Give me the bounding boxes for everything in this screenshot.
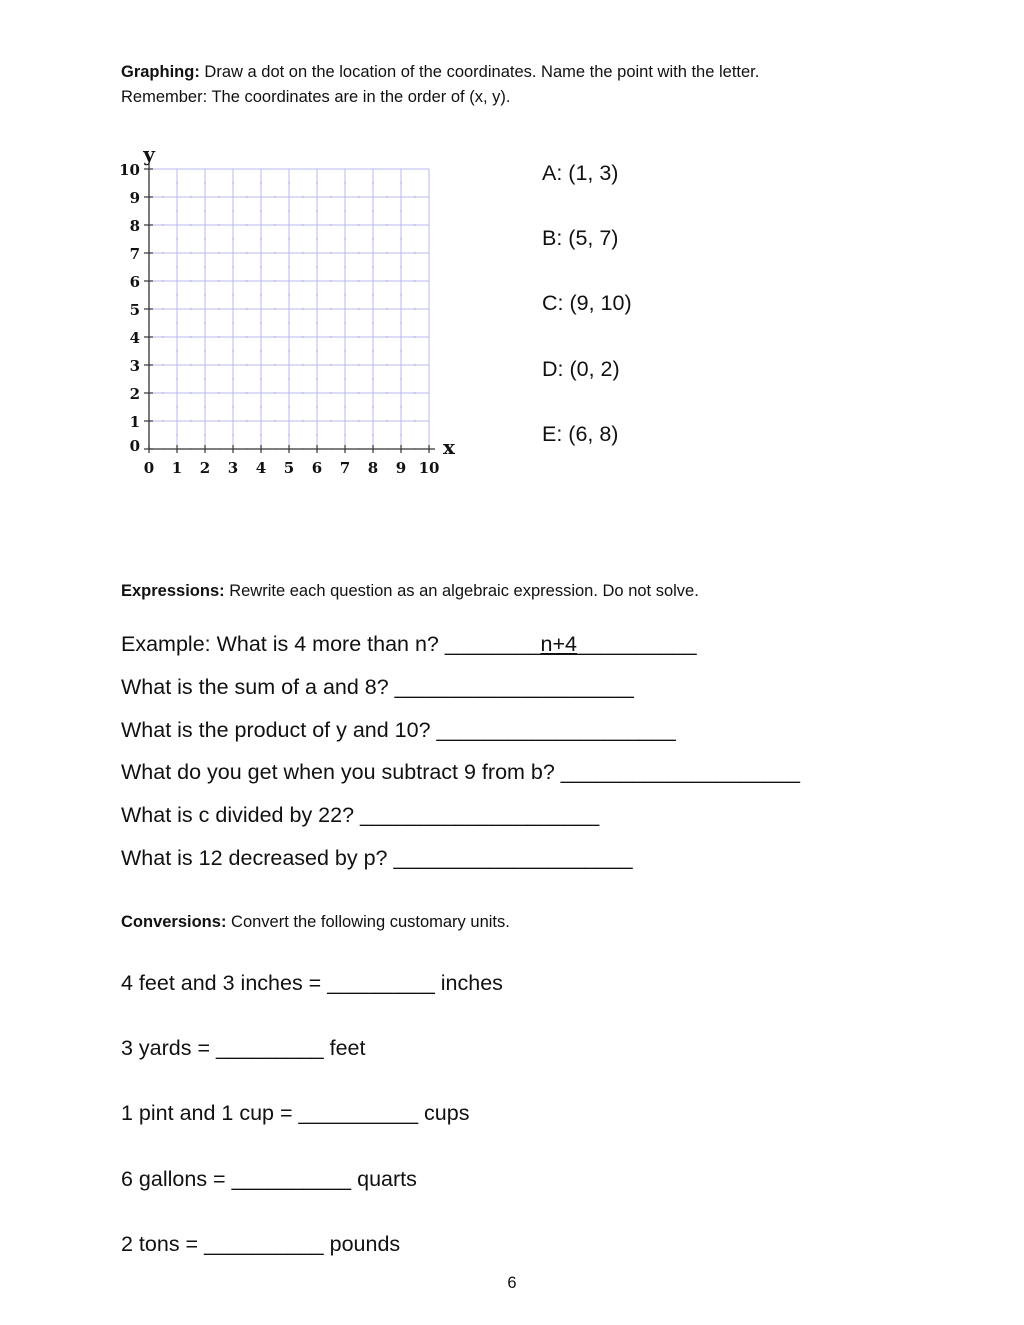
graphing-heading: Graphing: bbox=[121, 63, 200, 81]
grid-dot bbox=[218, 336, 219, 337]
grid-dot bbox=[260, 434, 261, 435]
grid-dot bbox=[414, 420, 415, 421]
grid-dot bbox=[330, 252, 331, 253]
grid-dot bbox=[414, 364, 415, 365]
grid-dot bbox=[274, 196, 275, 197]
grid-dot bbox=[176, 238, 177, 239]
y-tick-label: 7 bbox=[129, 245, 140, 263]
grid-dot bbox=[260, 210, 261, 211]
expressions-heading: Expressions: bbox=[121, 582, 225, 600]
grid-dot bbox=[414, 308, 415, 309]
grid-dot bbox=[190, 336, 191, 337]
grid-dot bbox=[414, 336, 415, 337]
grid-dot bbox=[344, 238, 345, 239]
y-tick-label: 3 bbox=[129, 357, 140, 375]
grid-dot bbox=[204, 350, 205, 351]
grid-dot bbox=[162, 280, 163, 281]
grid-dot bbox=[232, 406, 233, 407]
grid-dot bbox=[344, 266, 345, 267]
grid-dot bbox=[260, 294, 261, 295]
grid-dot bbox=[414, 392, 415, 393]
grid-dot bbox=[190, 224, 191, 225]
grid-dot bbox=[372, 294, 373, 295]
grid-dot bbox=[176, 266, 177, 267]
grid-dot bbox=[204, 322, 205, 323]
grid-dot bbox=[386, 420, 387, 421]
coordinate-e: E: (6, 8) bbox=[542, 422, 619, 446]
grid-dot bbox=[414, 252, 415, 253]
grid-dot bbox=[386, 280, 387, 281]
grid-dot bbox=[330, 336, 331, 337]
grid-dot bbox=[162, 224, 163, 225]
grid-dot bbox=[246, 308, 247, 309]
grid-dot bbox=[246, 392, 247, 393]
grid-dot bbox=[274, 364, 275, 365]
grid-dot bbox=[400, 322, 401, 323]
grid-dot bbox=[246, 336, 247, 337]
grid-dot bbox=[302, 308, 303, 309]
grid-dot bbox=[386, 224, 387, 225]
grid-dot bbox=[274, 280, 275, 281]
grid-dot bbox=[386, 308, 387, 309]
y-tick-label: 5 bbox=[129, 301, 140, 319]
conversion-item: 1 pint and 1 cup = __________ cups bbox=[121, 1101, 470, 1125]
expressions-instruction-text: Rewrite each question as an algebraic expression. Do not solve. bbox=[229, 582, 699, 600]
y-tick-label: 6 bbox=[129, 273, 140, 291]
x-tick-label: 3 bbox=[227, 459, 239, 477]
y-tick-label: 2 bbox=[129, 385, 140, 403]
grid-dot bbox=[288, 182, 289, 183]
grid-dot bbox=[162, 308, 163, 309]
grid-dot bbox=[274, 392, 275, 393]
grid-dot bbox=[190, 420, 191, 421]
grid-dot bbox=[372, 266, 373, 267]
grid-dot bbox=[274, 252, 275, 253]
grid-dot bbox=[344, 210, 345, 211]
grid-dot bbox=[288, 266, 289, 267]
grid-dot bbox=[162, 196, 163, 197]
grid-dot bbox=[330, 392, 331, 393]
expression-question: What is c divided by 22? ____________________ bbox=[121, 803, 600, 827]
grid-dot bbox=[358, 252, 359, 253]
grid-dot bbox=[316, 238, 317, 239]
grid-dot bbox=[232, 210, 233, 211]
grid-dot bbox=[330, 420, 331, 421]
grid-dot bbox=[176, 434, 177, 435]
grid-dot bbox=[400, 350, 401, 351]
graphing-instructions bbox=[121, 60, 759, 110]
conversion-item: 3 yards = _________ feet bbox=[121, 1036, 366, 1060]
grid-dot bbox=[372, 322, 373, 323]
grid-dot bbox=[330, 280, 331, 281]
grid-dot bbox=[372, 434, 373, 435]
grid-dot bbox=[176, 322, 177, 323]
grid-dot bbox=[260, 350, 261, 351]
grid-dot bbox=[176, 210, 177, 211]
grid-dot bbox=[358, 196, 359, 197]
grid-dot bbox=[400, 238, 401, 239]
grid-dot bbox=[372, 210, 373, 211]
grid-dot bbox=[288, 322, 289, 323]
grid-dot bbox=[232, 434, 233, 435]
expression-example bbox=[121, 631, 697, 657]
grid-dot bbox=[288, 210, 289, 211]
grid-dot bbox=[260, 182, 261, 183]
grid-dot bbox=[358, 364, 359, 365]
grid-dot bbox=[232, 378, 233, 379]
grid-dot bbox=[302, 280, 303, 281]
x-tick-label: 2 bbox=[199, 459, 211, 477]
expressions-instructions bbox=[121, 579, 699, 604]
grid-dot bbox=[288, 434, 289, 435]
x-axis-label: x bbox=[443, 435, 455, 459]
grid-dot bbox=[386, 252, 387, 253]
grid-dot bbox=[162, 392, 163, 393]
grid-dot bbox=[358, 224, 359, 225]
x-tick-label: 10 bbox=[418, 459, 440, 477]
grid-dot bbox=[386, 392, 387, 393]
grid-dot bbox=[218, 392, 219, 393]
grid-dot bbox=[246, 280, 247, 281]
grid-dot bbox=[316, 434, 317, 435]
coordinate-b: B: (5, 7) bbox=[542, 226, 619, 250]
grid-dot bbox=[316, 182, 317, 183]
grid-dot bbox=[288, 378, 289, 379]
grid-dot bbox=[386, 196, 387, 197]
example-blank: __________ bbox=[577, 632, 697, 656]
x-tick-label: 8 bbox=[367, 459, 379, 477]
conversions-heading: Conversions: bbox=[121, 913, 227, 931]
conversion-item: 2 tons = __________ pounds bbox=[121, 1232, 401, 1256]
conversion-item: 4 feet and 3 inches = _________ inches bbox=[121, 971, 503, 995]
grid-dot bbox=[274, 420, 275, 421]
grid-dot bbox=[316, 378, 317, 379]
y-tick-label: 4 bbox=[129, 329, 140, 347]
grid-dot bbox=[176, 406, 177, 407]
grid-dot bbox=[386, 336, 387, 337]
grid-dot bbox=[190, 392, 191, 393]
conversions-instructions bbox=[121, 910, 510, 935]
coordinate-d: D: (0, 2) bbox=[542, 357, 620, 381]
grid-dot bbox=[316, 406, 317, 407]
expression-question: What is the product of y and 10? ____________________ bbox=[121, 718, 676, 742]
grid-dot bbox=[190, 252, 191, 253]
x-tick-label: 7 bbox=[339, 459, 351, 477]
grid-dot bbox=[344, 350, 345, 351]
conversions-instruction-text: Convert the following customary units. bbox=[231, 913, 510, 931]
grid-dot bbox=[330, 196, 331, 197]
grid-dot bbox=[372, 238, 373, 239]
expression-question: What is 12 decreased by p? ____________________ bbox=[121, 846, 633, 870]
page-number: 6 bbox=[507, 1274, 517, 1292]
y-axis-label: y bbox=[143, 142, 155, 166]
grid-dot bbox=[176, 182, 177, 183]
x-tick-label: 0 bbox=[143, 459, 155, 477]
y-tick-label: 0 bbox=[129, 437, 140, 455]
x-tick-label: 6 bbox=[311, 459, 323, 477]
grid-dot bbox=[316, 294, 317, 295]
grid-dot bbox=[204, 182, 205, 183]
grid-dot bbox=[204, 406, 205, 407]
grid-dot bbox=[162, 252, 163, 253]
grid-dot bbox=[288, 238, 289, 239]
grid-dot bbox=[218, 420, 219, 421]
grid-dot bbox=[218, 280, 219, 281]
grid-dot bbox=[274, 308, 275, 309]
grid-dot bbox=[344, 406, 345, 407]
grid-dot bbox=[218, 308, 219, 309]
grid-dot bbox=[176, 294, 177, 295]
grid-dot bbox=[218, 364, 219, 365]
y-tick-label: 1 bbox=[129, 413, 140, 431]
grid-dot bbox=[232, 294, 233, 295]
grid-dot bbox=[218, 196, 219, 197]
grid-dot bbox=[344, 182, 345, 183]
grid-dot bbox=[372, 378, 373, 379]
coordinate-grid-svg bbox=[112, 138, 462, 483]
grid-dot bbox=[358, 420, 359, 421]
graphing-instruction-reminder: Remember: The coordinates are in the order of (x, y). bbox=[121, 88, 511, 106]
grid-dot bbox=[302, 336, 303, 337]
grid-dot bbox=[302, 364, 303, 365]
grid-dot bbox=[302, 420, 303, 421]
grid-dot bbox=[260, 238, 261, 239]
grid-dot bbox=[246, 196, 247, 197]
x-tick-label: 4 bbox=[255, 459, 267, 477]
grid-dot bbox=[246, 224, 247, 225]
grid-dot bbox=[260, 378, 261, 379]
grid-dot bbox=[232, 182, 233, 183]
grid-dot bbox=[302, 224, 303, 225]
grid-dot bbox=[400, 182, 401, 183]
grid-dot bbox=[162, 420, 163, 421]
grid-dot bbox=[302, 392, 303, 393]
grid-dot bbox=[162, 364, 163, 365]
x-tick-label: 9 bbox=[395, 459, 407, 477]
example-answer: n+4 bbox=[540, 632, 577, 656]
grid-dot bbox=[176, 378, 177, 379]
grid-dot bbox=[358, 336, 359, 337]
grid-dot bbox=[260, 266, 261, 267]
grid-dot bbox=[190, 280, 191, 281]
grid-dot bbox=[274, 224, 275, 225]
grid-dot bbox=[204, 266, 205, 267]
y-tick-label: 9 bbox=[129, 189, 140, 207]
coordinate-c: C: (9, 10) bbox=[542, 291, 632, 315]
grid-dot bbox=[400, 266, 401, 267]
grid-dot bbox=[372, 406, 373, 407]
grid-dot bbox=[344, 378, 345, 379]
grid-dot bbox=[414, 280, 415, 281]
grid-dot bbox=[414, 224, 415, 225]
grid-dot bbox=[316, 322, 317, 323]
grid-dot bbox=[358, 280, 359, 281]
grid-dot bbox=[190, 196, 191, 197]
graphing-instruction-text: Draw a dot on the location of the coordinates. Name the point with the letter. bbox=[204, 63, 760, 81]
expression-question: What is the sum of a and 8? ____________________ bbox=[121, 675, 634, 699]
grid-dot bbox=[288, 350, 289, 351]
grid-dot bbox=[274, 336, 275, 337]
grid-dot bbox=[400, 210, 401, 211]
grid-dot bbox=[190, 308, 191, 309]
grid-dot bbox=[372, 350, 373, 351]
grid-dot bbox=[260, 406, 261, 407]
grid-dot bbox=[204, 238, 205, 239]
grid-dot bbox=[400, 294, 401, 295]
grid-dot bbox=[232, 266, 233, 267]
coordinate-a: A: (1, 3) bbox=[542, 161, 619, 185]
grid-dot bbox=[400, 406, 401, 407]
graphing-instructions-line-1 bbox=[121, 60, 759, 85]
example-question: Example: What is 4 more than n? ________ bbox=[121, 632, 541, 656]
grid-dot bbox=[260, 322, 261, 323]
grid-dot bbox=[344, 294, 345, 295]
grid-dot bbox=[302, 252, 303, 253]
grid-dot bbox=[288, 406, 289, 407]
y-tick-label: 10 bbox=[119, 161, 140, 179]
grid-dot bbox=[232, 238, 233, 239]
grid-dot bbox=[218, 252, 219, 253]
expression-question: What do you get when you subtract 9 from b? ____________________ bbox=[121, 760, 800, 784]
x-tick-label: 5 bbox=[283, 459, 295, 477]
grid-dot bbox=[316, 266, 317, 267]
x-tick-label: 1 bbox=[171, 459, 183, 477]
grid-dot bbox=[330, 224, 331, 225]
grid-dot bbox=[330, 308, 331, 309]
grid-dot bbox=[400, 378, 401, 379]
grid-dot bbox=[386, 364, 387, 365]
grid-dot bbox=[162, 336, 163, 337]
grid-dot bbox=[344, 434, 345, 435]
grid-dot bbox=[218, 224, 219, 225]
grid-dot bbox=[232, 350, 233, 351]
grid-dot bbox=[176, 350, 177, 351]
grid-dot bbox=[204, 294, 205, 295]
grid-dot bbox=[246, 252, 247, 253]
grid-dot bbox=[288, 294, 289, 295]
grid-dot bbox=[232, 322, 233, 323]
grid-dot bbox=[372, 182, 373, 183]
grid-dot bbox=[190, 364, 191, 365]
grid-dot bbox=[204, 210, 205, 211]
grid-dot bbox=[358, 392, 359, 393]
coordinate-grid bbox=[112, 138, 462, 483]
y-tick-label: 8 bbox=[129, 217, 140, 235]
grid-dot bbox=[414, 196, 415, 197]
grid-dot bbox=[344, 322, 345, 323]
grid-dot bbox=[204, 434, 205, 435]
conversion-item: 6 gallons = __________ quarts bbox=[121, 1167, 417, 1191]
grid-dot bbox=[204, 378, 205, 379]
grid-dot bbox=[246, 364, 247, 365]
grid-dot bbox=[246, 420, 247, 421]
grid-dot bbox=[330, 364, 331, 365]
grid-dot bbox=[400, 434, 401, 435]
grid-dot bbox=[316, 210, 317, 211]
grid-dot bbox=[358, 308, 359, 309]
grid-dot bbox=[302, 196, 303, 197]
grid-dot bbox=[316, 350, 317, 351]
